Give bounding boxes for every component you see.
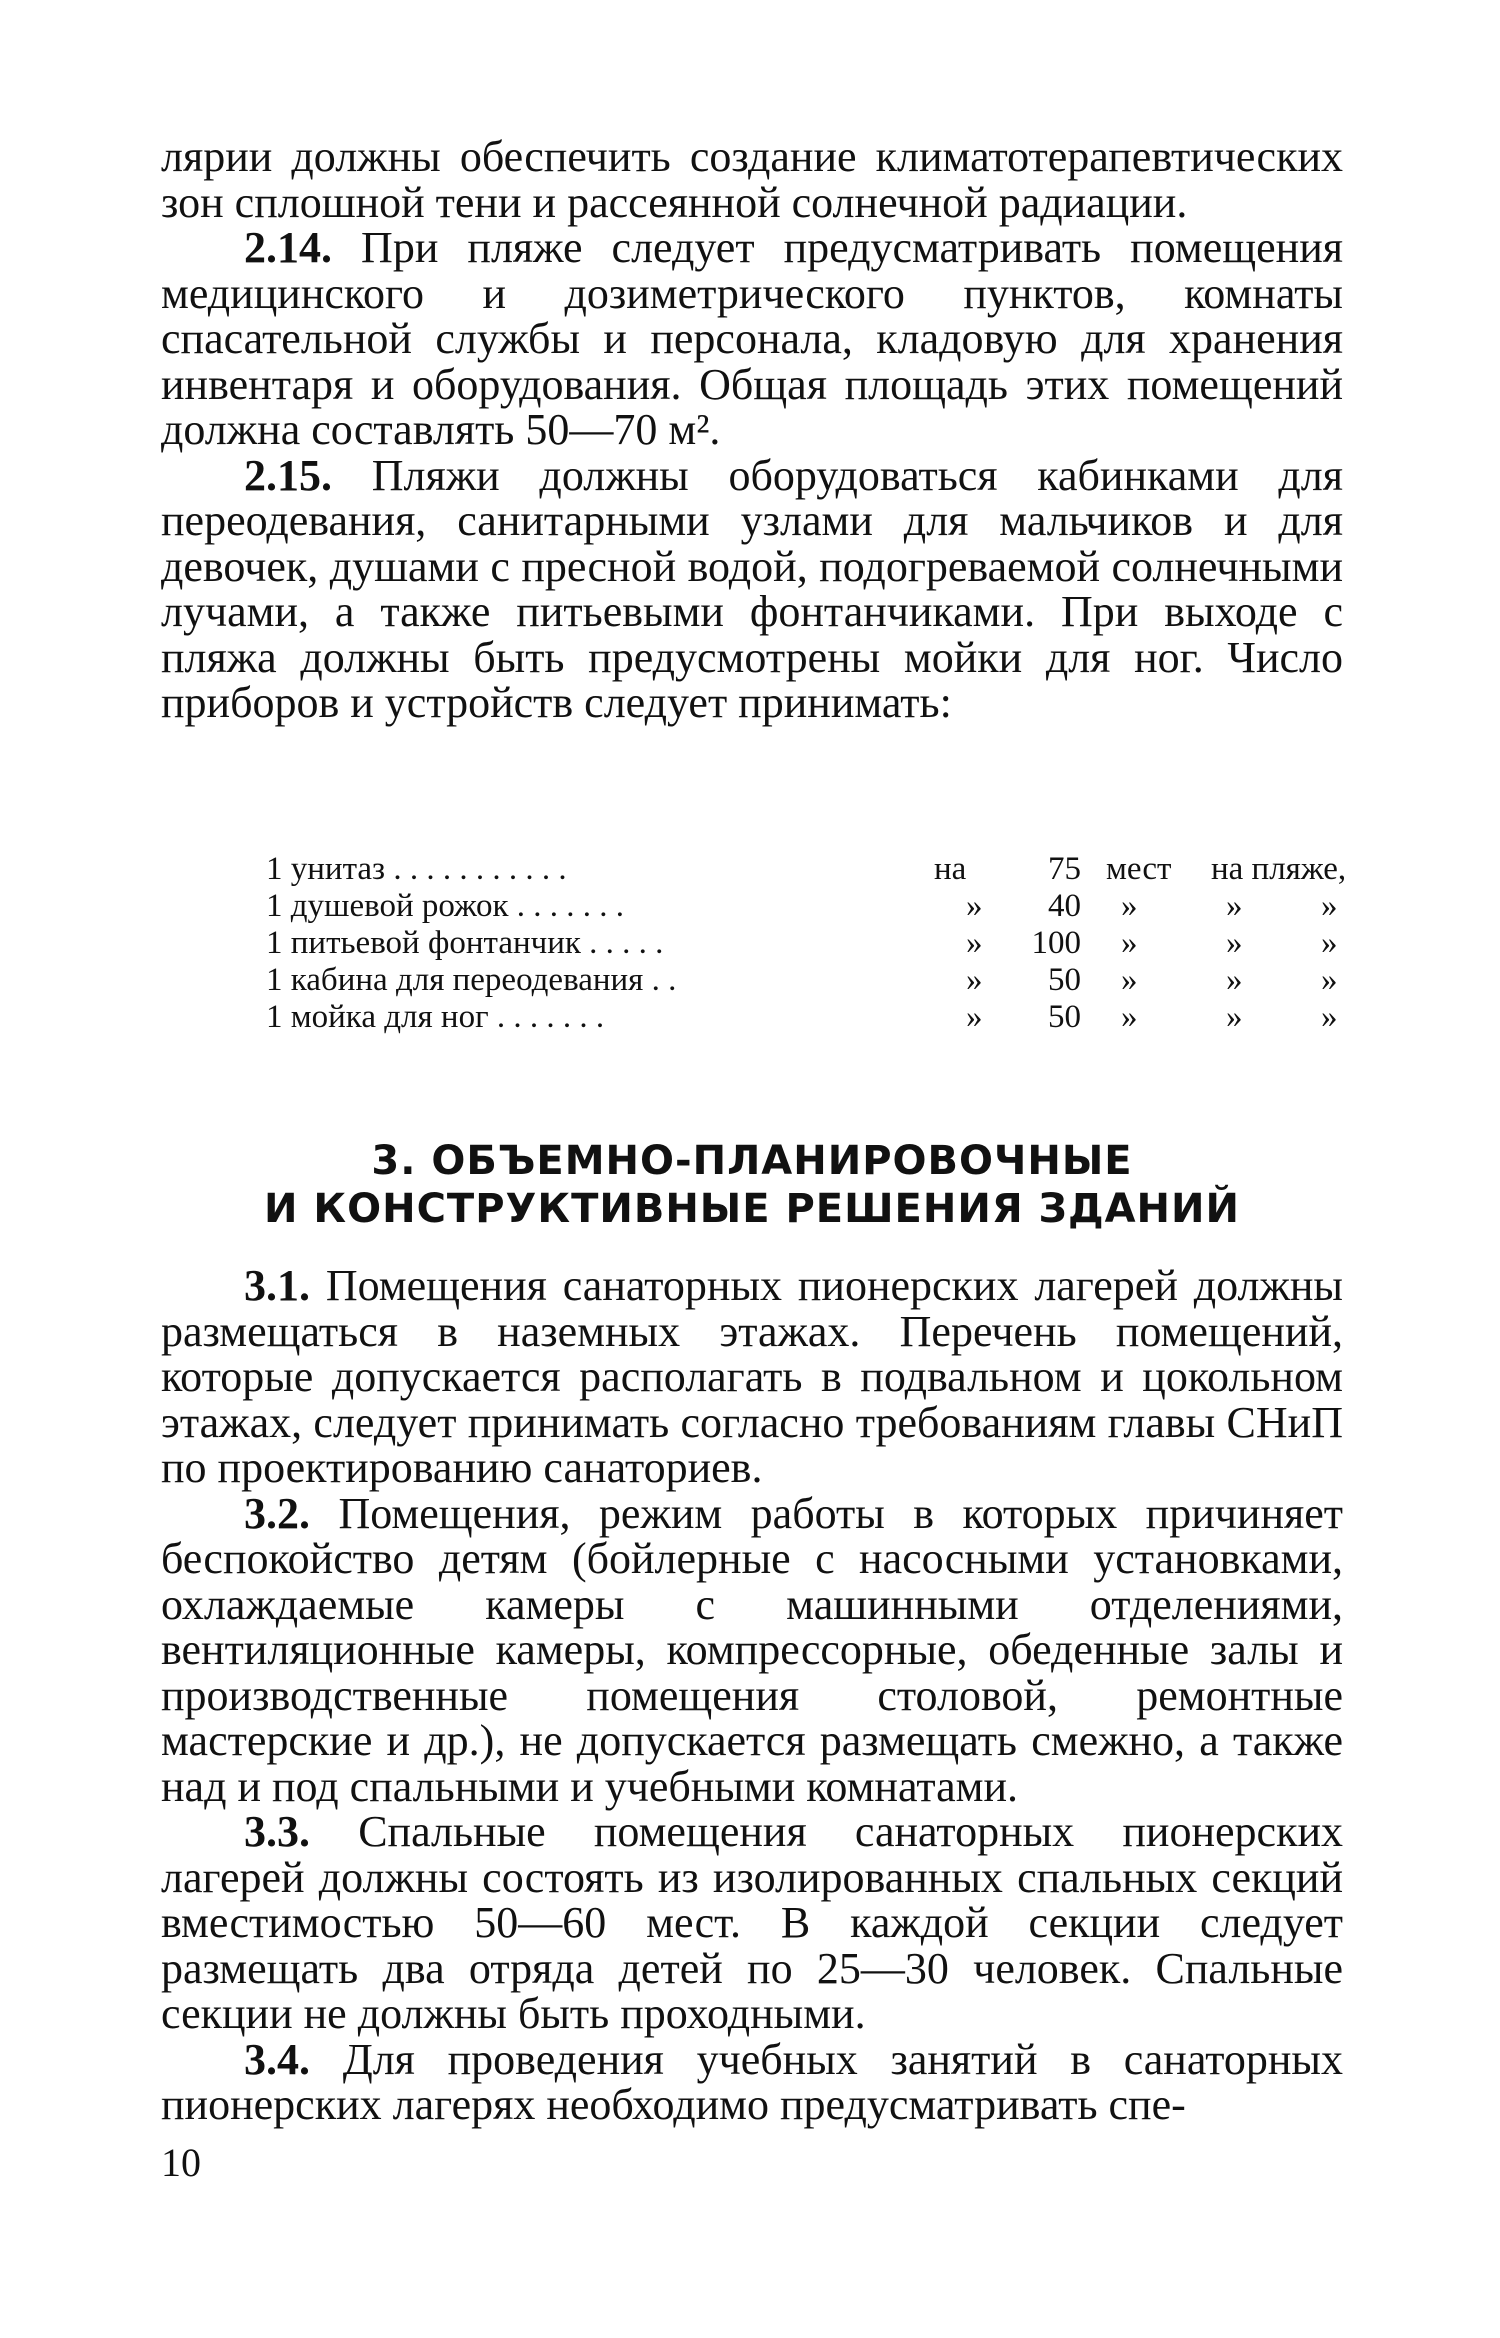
fixture-unit: » xyxy=(1121,962,1138,998)
clause-number-2-15: 2.15. xyxy=(244,450,332,500)
paragraph-3-4 xyxy=(161,2034,1343,2129)
fixture-unit: мест xyxy=(1106,851,1172,887)
section-heading xyxy=(161,1137,1343,1233)
fixture-count: 100 xyxy=(1031,925,1081,961)
clause-text-3-4: Для проведения учебных занятий в санаторных пионерских лагерях необходимо предусматривать спе- xyxy=(161,2034,1343,2129)
fixture-location: » xyxy=(1226,962,1243,998)
fixture-location: » xyxy=(1226,888,1243,924)
clause-number-2-14: 2.14. xyxy=(244,223,332,272)
fixture-ditto: » xyxy=(1321,999,1338,1035)
paragraph-3-3 xyxy=(161,1809,1343,2037)
fixture-name: 1 унитаз . . . . . . . . . . . xyxy=(266,851,567,887)
fixture-name: 1 мойка для ног . . . . . . . xyxy=(266,999,605,1035)
fixture-count: 40 xyxy=(1048,888,1081,924)
paragraph-3-1 xyxy=(161,1263,1343,1491)
fixture-location: на пляже, xyxy=(1211,851,1347,887)
fixture-location: » xyxy=(1226,925,1243,961)
fixture-unit: » xyxy=(1121,888,1138,924)
fixture-ditto: » xyxy=(1321,962,1338,998)
clause-text-3-3: Спальные помещения санаторных пионерских лагерей должны состоять из изолированных спальных секций вместимостью 50—60 мест. В каждой секции следует размещать два отряда детей по 25—30 человек. Спальные секции не должны быть проходными. xyxy=(161,1807,1343,2038)
clause-text-3-1: Помещения санаторных пионерских лагерей должны размещаться в наземных этажах. Перечень помещений, которые допускается располагать в подвальном и цокольном этажах, следует принимать согласно требованиям главы СНиП по проектированию санаториев. xyxy=(161,1261,1343,1492)
fixture-ditto: » xyxy=(1321,925,1338,961)
fixture-prep: » xyxy=(966,999,983,1035)
clause-number-3-4: 3.4. xyxy=(244,2034,310,2084)
fixture-count: 50 xyxy=(1048,999,1081,1035)
clause-number-3-3: 3.3. xyxy=(244,1807,310,1856)
fixture-unit: » xyxy=(1121,925,1138,961)
fixture-location: » xyxy=(1226,999,1243,1035)
fixture-prep: » xyxy=(966,888,983,924)
page-body xyxy=(161,132,1347,2129)
clause-number-3-2: 3.2. xyxy=(244,1488,310,1538)
fixture-unit: » xyxy=(1121,999,1138,1035)
page-number: 10 xyxy=(161,2140,201,2185)
fixture-name: 1 душевой рожок . . . . . . . xyxy=(266,888,625,924)
fixture-row xyxy=(266,925,1386,962)
clause-text-3-2: Помещения, режим работы в которых причиняет беспокойство детям (бойлерные с насосными установками, охлаждаемые камеры с машинными отделениями, вентиляционные камеры, компрессорные, обеденные залы и производственные помещения столовой, ремонтные мастерские и др.), не допускается размещать смежно, а также над и под спальными и учебными комнатами. xyxy=(161,1488,1343,1811)
paragraph-2-15 xyxy=(161,450,1343,727)
intro-text: лярии должны обеспечить создание климатотерапевтических зон сплошной тени и рассеянной солнечной радиации. xyxy=(161,132,1343,227)
paragraph-3-2 xyxy=(161,1488,1343,1811)
fixture-name: 1 кабина для переодевания . . xyxy=(266,962,677,998)
clause-text-2-14: При пляже следует предусматривать помещения медицинского и дозиметрического пунктов, комнаты спасательной службы и персонала, кладовую для хранения инвентаря и оборудования. Общая площадь этих помещений должна составлять 50—70 м². xyxy=(161,223,1343,454)
fixture-prep: » xyxy=(966,962,983,998)
fixtures-table xyxy=(266,851,1386,1036)
clause-text-2-15: Пляжи должны оборудоваться кабинками для переодевания, санитарными узлами для мальчиков и для девочек, душами с пресной водой, подогреваемой солнечными лучами, а также питьевыми фонтанчиками. При выходе с пляжа должны быть предусмотрены мойки для ног. Число приборов и устройств следует принимать: xyxy=(161,450,1343,727)
fixture-name: 1 питьевой фонтанчик . . . . . xyxy=(266,925,664,961)
fixture-row xyxy=(266,888,1386,925)
section-heading-line-1: 3. ОБЪЕМНО-ПЛАНИРОВОЧНЫЕ xyxy=(371,1138,1133,1184)
section-heading-line-2: И КОНСТРУКТИВНЫЕ РЕШЕНИЯ ЗДАНИЙ xyxy=(264,1186,1240,1232)
paragraph-2-14 xyxy=(161,225,1343,453)
fixture-row xyxy=(266,851,1386,888)
clause-number-3-1: 3.1. xyxy=(244,1261,310,1310)
fixture-row xyxy=(266,999,1386,1036)
section-body xyxy=(161,1263,1343,2128)
fixture-count: 75 xyxy=(1048,851,1081,887)
fixture-prep: » xyxy=(966,925,983,961)
fixture-ditto: » xyxy=(1321,888,1338,924)
intro-paragraph xyxy=(161,134,1343,225)
fixture-count: 50 xyxy=(1048,962,1081,998)
fixture-row xyxy=(266,962,1386,999)
fixture-prep: на xyxy=(934,851,967,887)
